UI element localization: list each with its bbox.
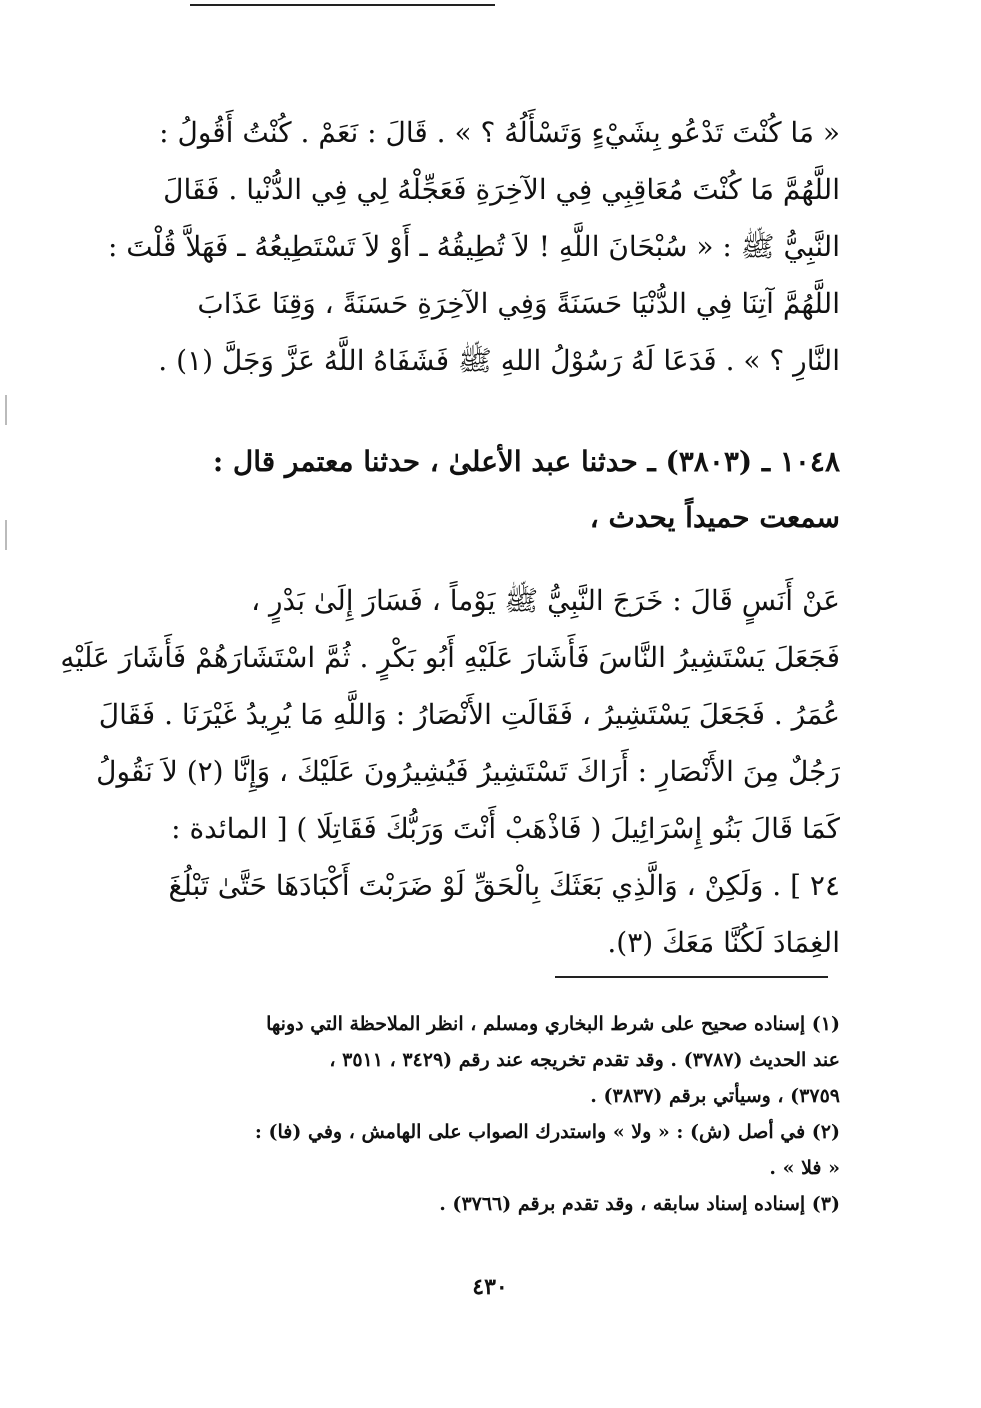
footnote-line: ٣٧٥٩) ، وسيأتي برقم (٣٨٣٧) .: [590, 1085, 840, 1107]
footnote-line: (٣) إسناده إسناد سابقه ، وقد تقدم برقم (٣٧٦٦) .: [439, 1193, 840, 1215]
paragraph-continuation: [107, 104, 840, 389]
text-line: عُمَرُ . فَجَعَلَ يَسْتَشِيرُ ، فَقَالَتِ الأَنْصَارُ : وَاللَّهِ مَا يُرِيدُ غَيْرَنَا . فَقَالَ: [98, 698, 840, 731]
text-line: اللَّهُمَّ مَا كُنْتَ مُعَاقِبِي فِي الآخِرَةِ فَعَجِّلْهُ لِي فِي الدُّنْيا . فَقَالَ: [163, 173, 840, 206]
text-line: اللَّهُمَّ آتِنَا فِي الدُّنْيَا حَسَنَةً وَفِي الآخِرَةِ حَسَنَةً ، وَقِنَا عَذَابَ: [197, 287, 840, 320]
footnote-line: عند الحديث (٣٧٨٧) . وقد تقدم تخريجه عند رقم (٣٤٢٩ ، ٣٥١١ ،: [329, 1049, 840, 1071]
footnote-line: « فلا » .: [769, 1157, 840, 1179]
margin-mark: [5, 395, 7, 425]
heading-line: ١٠٤٨ ـ (٣٨٠٣) ـ حدثنا عبد الأعلىٰ ، حدثنا معتمر قال :: [212, 445, 840, 478]
text-line: فَجَعَلَ يَسْتَشِيرُ النَّاسَ فَأَشَارَ عَلَيْهِ أَبُو بَكْرٍ . ثُمَّ اسْتَشَارَهُمْ فَأَشَارَ عَلَيْهِ: [60, 641, 840, 674]
footnote-line: (٢) في أصل (ش) : « ولا » واستدرك الصواب على الهامش ، وفي (فا) :: [254, 1121, 840, 1143]
text-line: النَّبِيُّ ﷺ : « سُبْحَانَ اللَّهِ ! لاَ تُطِيقُهُ ـ أَوْ لاَ تَسْتَطِيعُهُ ـ فَهَلاَّ قُلْتَ :: [107, 230, 840, 263]
text-line: الغِمَادَ لَكُنَّا مَعَكَ (٣).: [607, 926, 840, 959]
text-line: ٢٤ ] . وَلَكِنْ ، وَالَّذِي بَعَثَكَ بِالْحَقِّ لَوْ ضَرَبْتَ أَكْبَادَهَا حَتَّىٰ تَبْلُغَ: [168, 869, 840, 902]
text-line: رَجُلٌ مِنَ الأَنْصَارِ : أَرَاكَ تَسْتَشِيرُ فَيُشِيرُونَ عَلَيْكَ ، وَإِنَّا (٢) لاَ نَقُولُ: [96, 755, 840, 788]
hadith-text: [60, 572, 840, 971]
page-number: ٤٣٠: [472, 1274, 508, 1300]
footnote-line: (١) إسناده صحيح على شرط البخاري ومسلم ، انظر الملاحظة التي دونها: [266, 1013, 840, 1035]
text-line: النَّارِ ؟ » . فَدَعَا لَهُ رَسُوْلُ اللهِ ﷺ فَشَفَاهُ اللَّهُ عَزَّ وَجَلَّ (١) .: [158, 344, 840, 377]
top-rule: [190, 4, 495, 6]
footnote-separator: [555, 976, 828, 978]
footnotes: [136, 1006, 840, 1222]
text-line: كَمَا قَالَ بَنُو إِسْرَائِيلَ ( فَاذْهَبْ أَنْتَ وَرَبُّكَ فَقَاتِلَا ) [ المائدة :: [171, 812, 840, 845]
heading-line: سمعت حميداً يحدث ،: [589, 501, 840, 534]
text-line: « مَا كُنْتَ تَدْعُو بِشَيْءٍ وَتَسْأَلُهُ ؟ » . قَالَ : نَعَمْ . كُنْتُ أَقُولُ :: [159, 116, 840, 149]
margin-mark: [5, 520, 7, 550]
text-line: عَنْ أَنَسٍ قَالَ : خَرَجَ النَّبِيُّ ﷺ يَوْماً ، فَسَارَ إِلَىٰ بَدْرٍ ،: [251, 584, 840, 617]
hadith-chain-heading: [128, 434, 840, 546]
